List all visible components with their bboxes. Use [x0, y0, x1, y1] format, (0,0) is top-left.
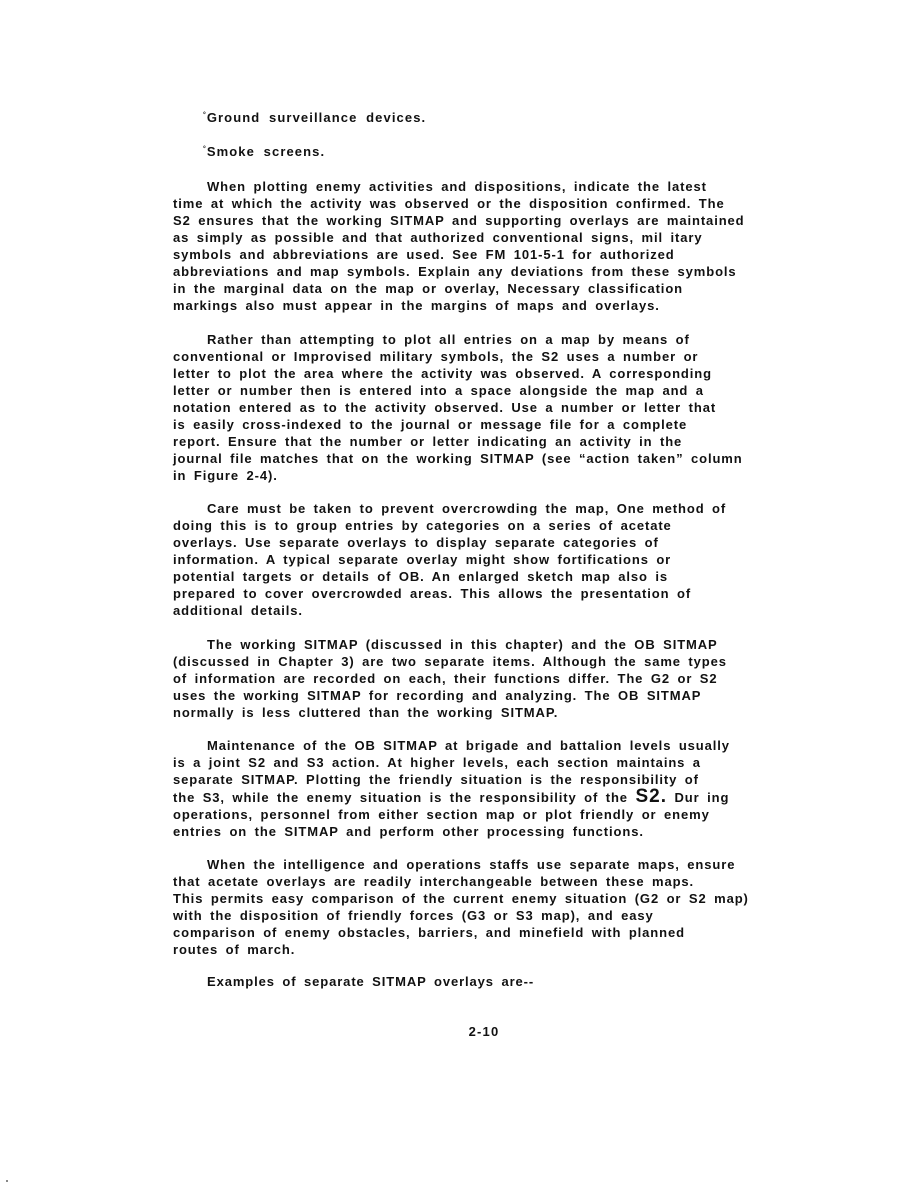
paragraph-line: overlays. Use separate overlays to display separate categories of — [173, 535, 659, 550]
paragraph-line: is easily cross-indexed to the journal or message file for a complete — [173, 417, 688, 432]
paragraph-examples — [173, 973, 798, 990]
scan-speck — [6, 1180, 8, 1182]
paragraph-line — [173, 788, 798, 806]
paragraph-plotting-enemy — [173, 178, 798, 314]
bullet-ground-surveillance — [203, 110, 426, 125]
paragraph-line: Examples of separate SITMAP overlays are-- — [207, 974, 535, 989]
paragraph-line: comparison of enemy obstacles, barriers, and minefield with planned — [173, 925, 685, 940]
paragraph-maintenance-ob-sitmap — [173, 737, 798, 840]
bullet-text: Smoke screens. — [206, 144, 326, 159]
paragraph-line: operations, personnel from either section map or plot friendly or enemy — [173, 807, 710, 822]
paragraph-line: markings also must appear in the margins of maps and overlays. — [173, 298, 660, 313]
line-tail: Dur ing — [674, 790, 730, 805]
paragraph-line: that acetate overlays are readily interchangeable between these maps. — [173, 874, 695, 889]
paragraph-line: letter or number then is entered into a space alongside the map and a — [173, 383, 704, 398]
paragraph-line: prepared to cover overcrowded areas. This allows the presentation of — [173, 586, 692, 601]
paragraph-line: When plotting enemy activities and dispositions, indicate the latest — [207, 179, 707, 194]
paragraph-line: journal file matches that on the working SITMAP (see “action taken” column — [173, 451, 743, 466]
bullet-text: Ground surveillance devices. — [206, 110, 427, 125]
emphasized-s2: S2. — [635, 786, 667, 807]
paragraph-line: in Figure 2-4). — [173, 468, 278, 483]
line-text: the S3, while the enemy situation is the responsibility of the — [173, 790, 628, 805]
paragraph-line: normally is less cluttered than the working SITMAP. — [173, 705, 559, 720]
paragraph-line: is a joint S2 and S3 action. At higher levels, each section maintains a — [173, 755, 701, 770]
paragraph-line: routes of march. — [173, 942, 296, 957]
paragraph-line: as simply as possible and that authorized conventional signs, mil itary — [173, 230, 703, 245]
degree-bullet-icon: ° — [203, 112, 206, 119]
paragraph-line: This permits easy comparison of the current enemy situation (G2 or S2 map) — [173, 891, 749, 906]
paragraph-line: uses the working SITMAP for recording and analyzing. The OB SITMAP — [173, 688, 702, 703]
bullet-smoke-screens — [203, 144, 325, 159]
paragraph-line: with the disposition of friendly forces (G3 or S3 map), and easy — [173, 908, 654, 923]
paragraph-line: S2 ensures that the working SITMAP and supporting overlays are maintained — [173, 213, 745, 228]
paragraph-line: letter to plot the area where the activity was observed. A corresponding — [173, 366, 712, 381]
paragraph-separate-maps — [173, 856, 798, 958]
page-number: 2-10 — [468, 1024, 500, 1039]
paragraph-line: The working SITMAP (discussed in this chapter) and the OB SITMAP — [207, 637, 718, 652]
paragraph-line: (discussed in Chapter 3) are two separate items. Although the same types — [173, 654, 727, 669]
paragraph-line: Care must be taken to prevent overcrowding the map, One method of — [207, 501, 727, 516]
degree-bullet-icon: ° — [203, 146, 206, 153]
paragraph-line: information. A typical separate overlay might show fortifications or — [173, 552, 672, 567]
paragraph-line: abbreviations and map symbols. Explain any deviations from these symbols — [173, 264, 737, 279]
paragraph-working-vs-ob-sitmap — [173, 636, 798, 721]
paragraph-line: additional details. — [173, 603, 303, 618]
paragraph-line: When the intelligence and operations staffs use separate maps, ensure — [207, 857, 736, 872]
paragraph-line: time at which the activity was observed or the disposition confirmed. The — [173, 196, 725, 211]
paragraph-line: conventional or Improvised military symbols, the S2 uses a number or — [173, 349, 699, 364]
paragraph-plot-by-number — [173, 331, 798, 484]
paragraph-line: doing this is to group entries by categories on a series of acetate — [173, 518, 672, 533]
paragraph-line: of information are recorded on each, their functions differ. The G2 or S2 — [173, 671, 718, 686]
paragraph-line: potential targets or details of OB. An enlarged sketch map also is — [173, 569, 669, 584]
paragraph-line: in the marginal data on the map or overlay, Necessary classification — [173, 281, 683, 296]
paragraph-line: report. Ensure that the number or letter indicating an activity in the — [173, 434, 683, 449]
paragraph-line: separate SITMAP. Plotting the friendly situation is the responsibility of — [173, 772, 699, 787]
paragraph-line: entries on the SITMAP and perform other processing functions. — [173, 824, 644, 839]
paragraph-overcrowding — [173, 500, 798, 619]
paragraph-line: Rather than attempting to plot all entries on a map by means of — [207, 332, 690, 347]
paragraph-line: Maintenance of the OB SITMAP at brigade and battalion levels usually — [207, 738, 730, 753]
paragraph-line: symbols and abbreviations are used. See FM 101-5-1 for authorized — [173, 247, 675, 262]
paragraph-line: notation entered as to the activity observed. Use a number or letter that — [173, 400, 717, 415]
